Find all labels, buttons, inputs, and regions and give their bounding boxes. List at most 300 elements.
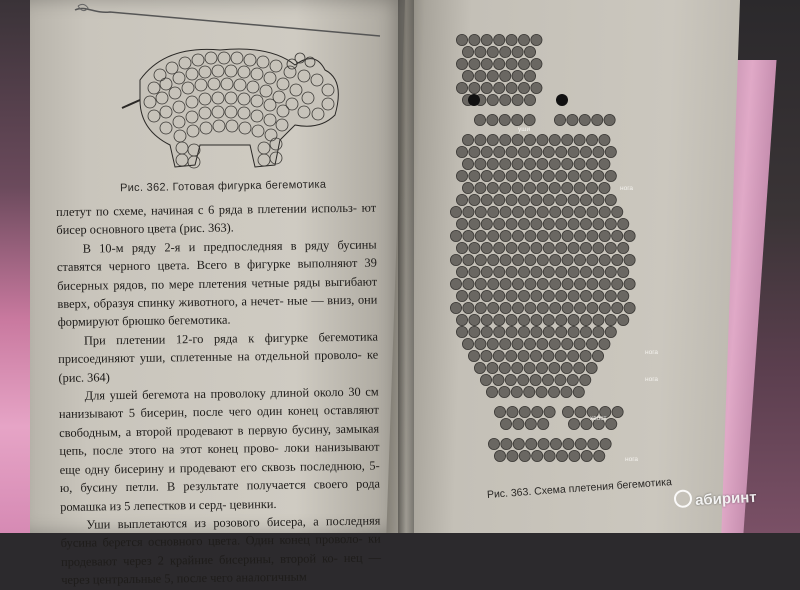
scheme-bead bbox=[463, 302, 474, 313]
scheme-bead bbox=[537, 182, 548, 193]
scheme-bead bbox=[462, 70, 473, 81]
scheme-bead bbox=[525, 418, 536, 429]
scheme-bead bbox=[536, 362, 547, 373]
scheme-bead bbox=[550, 254, 561, 265]
scheme-bead bbox=[593, 314, 604, 325]
scheme-bead bbox=[586, 338, 597, 349]
scheme-bead bbox=[599, 230, 610, 241]
scheme-bead bbox=[538, 418, 549, 429]
scheme-bead bbox=[580, 314, 591, 325]
scheme-bead bbox=[537, 230, 548, 241]
scheme-bead bbox=[493, 350, 504, 361]
scheme-bead bbox=[500, 230, 511, 241]
scheme-bead bbox=[494, 146, 505, 157]
scheme-bead bbox=[556, 266, 567, 277]
scheme-bead bbox=[580, 326, 591, 337]
scheme-bead bbox=[463, 278, 474, 289]
scheme-bead bbox=[481, 242, 492, 253]
scheme-bead bbox=[532, 406, 543, 417]
scheme-bead bbox=[594, 450, 605, 461]
scheme-bead bbox=[580, 266, 591, 277]
scheme-bead bbox=[506, 242, 517, 253]
scheme-bead bbox=[512, 362, 523, 373]
scheme-bead bbox=[475, 278, 486, 289]
scheme-bead bbox=[487, 70, 498, 81]
scheme-bead bbox=[512, 278, 523, 289]
scheme-bead bbox=[531, 34, 542, 45]
scheme-bead bbox=[469, 146, 480, 157]
scheme-bead bbox=[518, 350, 529, 361]
scheme-bead bbox=[500, 338, 511, 349]
scheme-bead bbox=[450, 230, 461, 241]
scheme-bead bbox=[537, 278, 548, 289]
scheme-bead bbox=[549, 338, 560, 349]
scheme-bead bbox=[618, 290, 629, 301]
scheme-bead bbox=[500, 302, 511, 313]
black-eye-bead bbox=[468, 94, 480, 106]
scheme-bead bbox=[487, 134, 498, 145]
scheme-bead bbox=[481, 350, 492, 361]
scheme-bead bbox=[537, 134, 548, 145]
scheme-bead bbox=[612, 406, 623, 417]
scheme-bead bbox=[606, 418, 617, 429]
scheme-bead bbox=[487, 182, 498, 193]
scheme-bead bbox=[481, 218, 492, 229]
scheme-bead bbox=[587, 302, 598, 313]
scheme-bead bbox=[575, 438, 586, 449]
scheme-bead bbox=[568, 194, 579, 205]
scheme-bead bbox=[463, 254, 474, 265]
scheme-bead bbox=[469, 266, 480, 277]
scheme-bead bbox=[530, 350, 541, 361]
scheme-bead bbox=[469, 58, 480, 69]
scheme-bead bbox=[524, 386, 535, 397]
scheme-bead bbox=[499, 386, 510, 397]
scheme-bead bbox=[605, 146, 616, 157]
scheme-bead bbox=[531, 170, 542, 181]
book-spine bbox=[398, 0, 414, 533]
scheme-bead bbox=[531, 290, 542, 301]
scheme-bead bbox=[556, 170, 567, 181]
scheme-bead bbox=[618, 266, 629, 277]
scheme-bead bbox=[542, 374, 553, 385]
scheme-bead bbox=[456, 194, 467, 205]
scheme-bead bbox=[507, 406, 518, 417]
figure-caption-363: Рис. 363. Схема плетения бегемотика bbox=[486, 476, 673, 501]
scheme-bead bbox=[494, 82, 505, 93]
scheme-bead bbox=[524, 70, 535, 81]
scheme-bead bbox=[499, 114, 510, 125]
label-leg-mid1: нога bbox=[645, 349, 659, 356]
figure-caption-362: Рис. 362. Готовая фигурка бегемотика bbox=[119, 178, 327, 195]
scheme-bead bbox=[561, 362, 572, 373]
scheme-bead bbox=[469, 326, 480, 337]
scheme-bead bbox=[550, 206, 561, 217]
scheme-bead bbox=[567, 374, 578, 385]
scheme-bead bbox=[556, 194, 567, 205]
scheme-bead bbox=[580, 218, 591, 229]
scheme-bead bbox=[543, 242, 554, 253]
scheme-bead bbox=[543, 290, 554, 301]
scheme-bead bbox=[543, 146, 554, 157]
scheme-bead bbox=[604, 114, 615, 125]
scheme-bead bbox=[562, 338, 573, 349]
scheme-bead bbox=[518, 170, 529, 181]
scheme-bead bbox=[562, 278, 573, 289]
scheme-bead bbox=[500, 418, 511, 429]
scheme-bead bbox=[456, 266, 467, 277]
scheme-bead bbox=[500, 158, 511, 169]
scheme-bead bbox=[593, 170, 604, 181]
scheme-bead bbox=[506, 290, 517, 301]
scheme-bead bbox=[500, 182, 511, 193]
scheme-bead bbox=[512, 70, 523, 81]
scheme-bead bbox=[562, 206, 573, 217]
scheme-bead bbox=[605, 194, 616, 205]
scheme-bead bbox=[456, 314, 467, 325]
scheme-bead bbox=[524, 46, 535, 57]
beading-scheme-diagram bbox=[440, 0, 700, 475]
scheme-bead bbox=[518, 326, 529, 337]
scheme-bead bbox=[568, 146, 579, 157]
scheme-bead bbox=[525, 278, 536, 289]
scheme-bead bbox=[463, 230, 474, 241]
scheme-bead bbox=[475, 70, 486, 81]
scheme-bead bbox=[556, 146, 567, 157]
scheme-bead bbox=[456, 82, 467, 93]
scheme-bead bbox=[475, 182, 486, 193]
scheme-bead bbox=[487, 362, 498, 373]
scheme-bead bbox=[513, 438, 524, 449]
paragraph-5: Уши выплетаются из розового бисера, а последняя бусина берется основного цвета. Один конец проволо- ки продевают через 2 крайние бисерины, второй ко- нец — через центральные 5, после чего аналогичным bbox=[60, 513, 382, 588]
scheme-bead bbox=[469, 170, 480, 181]
scheme-bead bbox=[556, 242, 567, 253]
scheme-bead bbox=[599, 278, 610, 289]
scheme-bead bbox=[537, 206, 548, 217]
scheme-bead bbox=[562, 230, 573, 241]
scheme-bead bbox=[531, 242, 542, 253]
scheme-bead bbox=[580, 374, 591, 385]
scheme-bead bbox=[574, 362, 585, 373]
scheme-bead bbox=[525, 302, 536, 313]
scheme-bead bbox=[612, 254, 623, 265]
scheme-bead bbox=[568, 170, 579, 181]
scheme-bead bbox=[506, 326, 517, 337]
scheme-bead bbox=[469, 242, 480, 253]
scheme-bead bbox=[512, 302, 523, 313]
scheme-bead bbox=[475, 46, 486, 57]
scheme-bead bbox=[531, 218, 542, 229]
scheme-bead bbox=[506, 58, 517, 69]
scheme-bead bbox=[605, 314, 616, 325]
scheme-bead bbox=[456, 218, 467, 229]
watermark-text: абиринт bbox=[694, 488, 758, 510]
scheme-bead bbox=[549, 182, 560, 193]
scheme-bead bbox=[506, 146, 517, 157]
scheme-bead bbox=[494, 58, 505, 69]
black-eye-bead bbox=[556, 94, 568, 106]
scheme-bead bbox=[580, 170, 591, 181]
scheme-bead bbox=[543, 266, 554, 277]
scheme-bead bbox=[567, 114, 578, 125]
scheme-bead bbox=[512, 338, 523, 349]
scheme-bead bbox=[487, 338, 498, 349]
scheme-bead bbox=[462, 158, 473, 169]
scheme-bead bbox=[574, 206, 585, 217]
scheme-bead bbox=[518, 82, 529, 93]
scheme-bead bbox=[475, 158, 486, 169]
paragraph-2: В 10-м ряду 2-я и предпоследняя в ряду бусины ставятся черного цвета. Всего в фигурке выполняют 39 бисерных рядов, по мере плетения четные ряды выгибают вверх, образуя спинку животного, а нечет- ные — вниз, они формируют брюшко бегемотика. bbox=[56, 237, 378, 330]
scheme-bead bbox=[618, 314, 629, 325]
label-leg-top: нога bbox=[620, 185, 634, 192]
scheme-bead bbox=[518, 374, 529, 385]
scheme-bead bbox=[531, 326, 542, 337]
scheme-bead bbox=[524, 158, 535, 169]
scheme-bead bbox=[450, 278, 461, 289]
scheme-bead bbox=[574, 230, 585, 241]
scheme-bead bbox=[494, 326, 505, 337]
scheme-bead bbox=[562, 182, 573, 193]
scheme-bead bbox=[550, 278, 561, 289]
scheme-bead bbox=[549, 362, 560, 373]
scheme-bead bbox=[550, 302, 561, 313]
scheme-bead bbox=[488, 206, 499, 217]
scheme-bead bbox=[462, 134, 473, 145]
scheme-bead bbox=[593, 242, 604, 253]
scheme-bead bbox=[580, 194, 591, 205]
scheme-bead bbox=[488, 438, 499, 449]
scheme-bead bbox=[562, 134, 573, 145]
paragraph-4: Для ушей бегемота на проволоку длиной около 30 см нанизывают 5 бисерин, после чего один конец оставляют свободным, а второй продевают в первую бусину, замыкая цепь, после этого на этот конец прово- локи нанизывают еще одну бисерину и продевают его сквозь последнюю, 5-ю, бусину петли. В результате получается своего рода ромашка из 5 лепестков и серд- цевинки. bbox=[58, 384, 381, 514]
scheme-bead bbox=[456, 58, 467, 69]
scheme-bead bbox=[537, 338, 548, 349]
label-leg-bottom: нога bbox=[625, 456, 639, 463]
scheme-bead bbox=[500, 46, 511, 57]
scheme-bead bbox=[531, 146, 542, 157]
scheme-bead bbox=[562, 302, 573, 313]
scheme-bead bbox=[574, 302, 585, 313]
scheme-bead bbox=[587, 230, 598, 241]
scheme-bead bbox=[599, 158, 610, 169]
scheme-bead bbox=[531, 314, 542, 325]
scheme-bead bbox=[512, 230, 523, 241]
scheme-bead bbox=[475, 302, 486, 313]
scheme-bead bbox=[543, 314, 554, 325]
scheme-bead bbox=[494, 314, 505, 325]
scheme-bead bbox=[587, 206, 598, 217]
scheme-bead bbox=[518, 194, 529, 205]
scheme-bead bbox=[568, 350, 579, 361]
scheme-bead bbox=[599, 302, 610, 313]
scheme-bead bbox=[550, 438, 561, 449]
scheme-bead bbox=[486, 386, 497, 397]
scheme-bead bbox=[568, 290, 579, 301]
scheme-bead bbox=[505, 374, 516, 385]
scheme-bead bbox=[488, 230, 499, 241]
scheme-bead bbox=[548, 386, 559, 397]
scheme-bead bbox=[450, 302, 461, 313]
scheme-bead bbox=[574, 254, 585, 265]
scheme-bead bbox=[605, 326, 616, 337]
scheme-bead bbox=[518, 266, 529, 277]
scheme-bead bbox=[599, 254, 610, 265]
scheme-bead bbox=[518, 290, 529, 301]
scheme-bead bbox=[586, 362, 597, 373]
scheme-bead bbox=[519, 406, 530, 417]
scheme-bead bbox=[538, 438, 549, 449]
scheme-bead bbox=[624, 254, 635, 265]
scheme-bead bbox=[549, 134, 560, 145]
scheme-bead bbox=[612, 278, 623, 289]
scheme-bead bbox=[568, 314, 579, 325]
scheme-bead bbox=[456, 34, 467, 45]
scheme-bead bbox=[579, 114, 590, 125]
scheme-bead bbox=[537, 254, 548, 265]
scheme-bead bbox=[561, 386, 572, 397]
scheme-bead bbox=[481, 290, 492, 301]
scheme-bead bbox=[588, 438, 599, 449]
scheme-bead bbox=[599, 182, 610, 193]
scheme-bead bbox=[456, 242, 467, 253]
scheme-bead bbox=[605, 266, 616, 277]
scheme-bead bbox=[507, 450, 518, 461]
scheme-bead bbox=[475, 206, 486, 217]
scheme-bead bbox=[556, 290, 567, 301]
label-ears: уши bbox=[518, 126, 531, 133]
scheme-bead bbox=[562, 158, 573, 169]
scheme-bead bbox=[530, 374, 541, 385]
scheme-bead bbox=[518, 58, 529, 69]
scheme-bead bbox=[593, 266, 604, 277]
scheme-bead bbox=[481, 34, 492, 45]
scheme-bead bbox=[456, 326, 467, 337]
scheme-bead bbox=[474, 362, 485, 373]
scheme-bead bbox=[531, 194, 542, 205]
scheme-bead bbox=[605, 170, 616, 181]
scheme-bead bbox=[488, 254, 499, 265]
scheme-bead bbox=[524, 182, 535, 193]
scheme-bead bbox=[624, 278, 635, 289]
hippo-figurine-illustration bbox=[110, 20, 370, 180]
scheme-bead bbox=[481, 314, 492, 325]
scheme-bead bbox=[494, 218, 505, 229]
scheme-bead bbox=[493, 374, 504, 385]
scheme-bead bbox=[512, 206, 523, 217]
scheme-bead bbox=[592, 114, 603, 125]
scheme-bead bbox=[500, 278, 511, 289]
scheme-bead bbox=[481, 194, 492, 205]
scheme-bead bbox=[475, 134, 486, 145]
scheme-bead bbox=[475, 254, 486, 265]
scheme-bead bbox=[531, 266, 542, 277]
scheme-bead bbox=[481, 146, 492, 157]
scheme-bead bbox=[624, 302, 635, 313]
scheme-bead bbox=[494, 34, 505, 45]
scheme-bead bbox=[624, 230, 635, 241]
scheme-bead bbox=[506, 170, 517, 181]
scheme-bead bbox=[568, 242, 579, 253]
scheme-bead bbox=[593, 290, 604, 301]
scheme-bead bbox=[506, 314, 517, 325]
scheme-bead bbox=[575, 406, 586, 417]
scheme-bead bbox=[537, 158, 548, 169]
scheme-bead bbox=[513, 418, 524, 429]
scheme-bead bbox=[469, 194, 480, 205]
scheme-bead bbox=[469, 314, 480, 325]
scheme-bead bbox=[580, 290, 591, 301]
left-page-text bbox=[56, 199, 381, 590]
scheme-bead bbox=[494, 406, 505, 417]
scheme-bead bbox=[543, 218, 554, 229]
scheme-bead bbox=[543, 170, 554, 181]
scheme-bead bbox=[556, 450, 567, 461]
scheme-bead bbox=[526, 438, 537, 449]
scheme-bead bbox=[481, 82, 492, 93]
label-leg-mid2: нога bbox=[645, 376, 659, 383]
scheme-bead bbox=[555, 374, 566, 385]
scheme-bead bbox=[506, 34, 517, 45]
scheme-bead bbox=[525, 230, 536, 241]
scheme-bead bbox=[512, 94, 523, 105]
scheme-bead bbox=[593, 218, 604, 229]
scheme-bead bbox=[618, 218, 629, 229]
scheme-bead bbox=[462, 46, 473, 57]
scheme-bead bbox=[469, 218, 480, 229]
scheme-bead bbox=[531, 58, 542, 69]
scheme-bead bbox=[500, 206, 511, 217]
scheme-bead bbox=[562, 406, 573, 417]
scheme-bead bbox=[568, 418, 579, 429]
scheme-bead bbox=[574, 182, 585, 193]
scheme-bead bbox=[524, 134, 535, 145]
scheme-bead bbox=[531, 82, 542, 93]
scheme-bead bbox=[556, 218, 567, 229]
scheme-bead bbox=[605, 218, 616, 229]
scheme-bead bbox=[487, 46, 498, 57]
scheme-bead bbox=[481, 170, 492, 181]
scheme-bead bbox=[506, 266, 517, 277]
scheme-bead bbox=[593, 146, 604, 157]
scheme-bead bbox=[580, 350, 591, 361]
scheme-bead bbox=[456, 290, 467, 301]
scheme-bead bbox=[481, 58, 492, 69]
scheme-bead bbox=[512, 182, 523, 193]
scheme-bead bbox=[574, 278, 585, 289]
scheme-bead bbox=[474, 114, 485, 125]
scheme-bead bbox=[563, 438, 574, 449]
scheme-bead bbox=[487, 114, 498, 125]
scheme-bead bbox=[569, 450, 580, 461]
scheme-bead bbox=[605, 290, 616, 301]
scheme-bead bbox=[586, 158, 597, 169]
scheme-bead bbox=[574, 158, 585, 169]
scheme-bead bbox=[573, 386, 584, 397]
scheme-bead bbox=[544, 406, 555, 417]
scheme-bead bbox=[543, 350, 554, 361]
scheme-bead bbox=[524, 362, 535, 373]
scheme-bead bbox=[568, 326, 579, 337]
paragraph-3: При плетении 12-го ряда к фигурке бегемотика присоединяют уши, сплетенные на отдельной проволо- ке (рис. 364) bbox=[58, 329, 379, 385]
scheme-bead bbox=[618, 242, 629, 253]
scheme-bead bbox=[562, 254, 573, 265]
scheme-bead bbox=[462, 182, 473, 193]
scheme-bead bbox=[456, 146, 467, 157]
scheme-bead bbox=[500, 94, 511, 105]
scheme-bead bbox=[536, 386, 547, 397]
scheme-bead bbox=[506, 194, 517, 205]
scheme-bead bbox=[600, 438, 611, 449]
scheme-beads bbox=[450, 34, 635, 461]
